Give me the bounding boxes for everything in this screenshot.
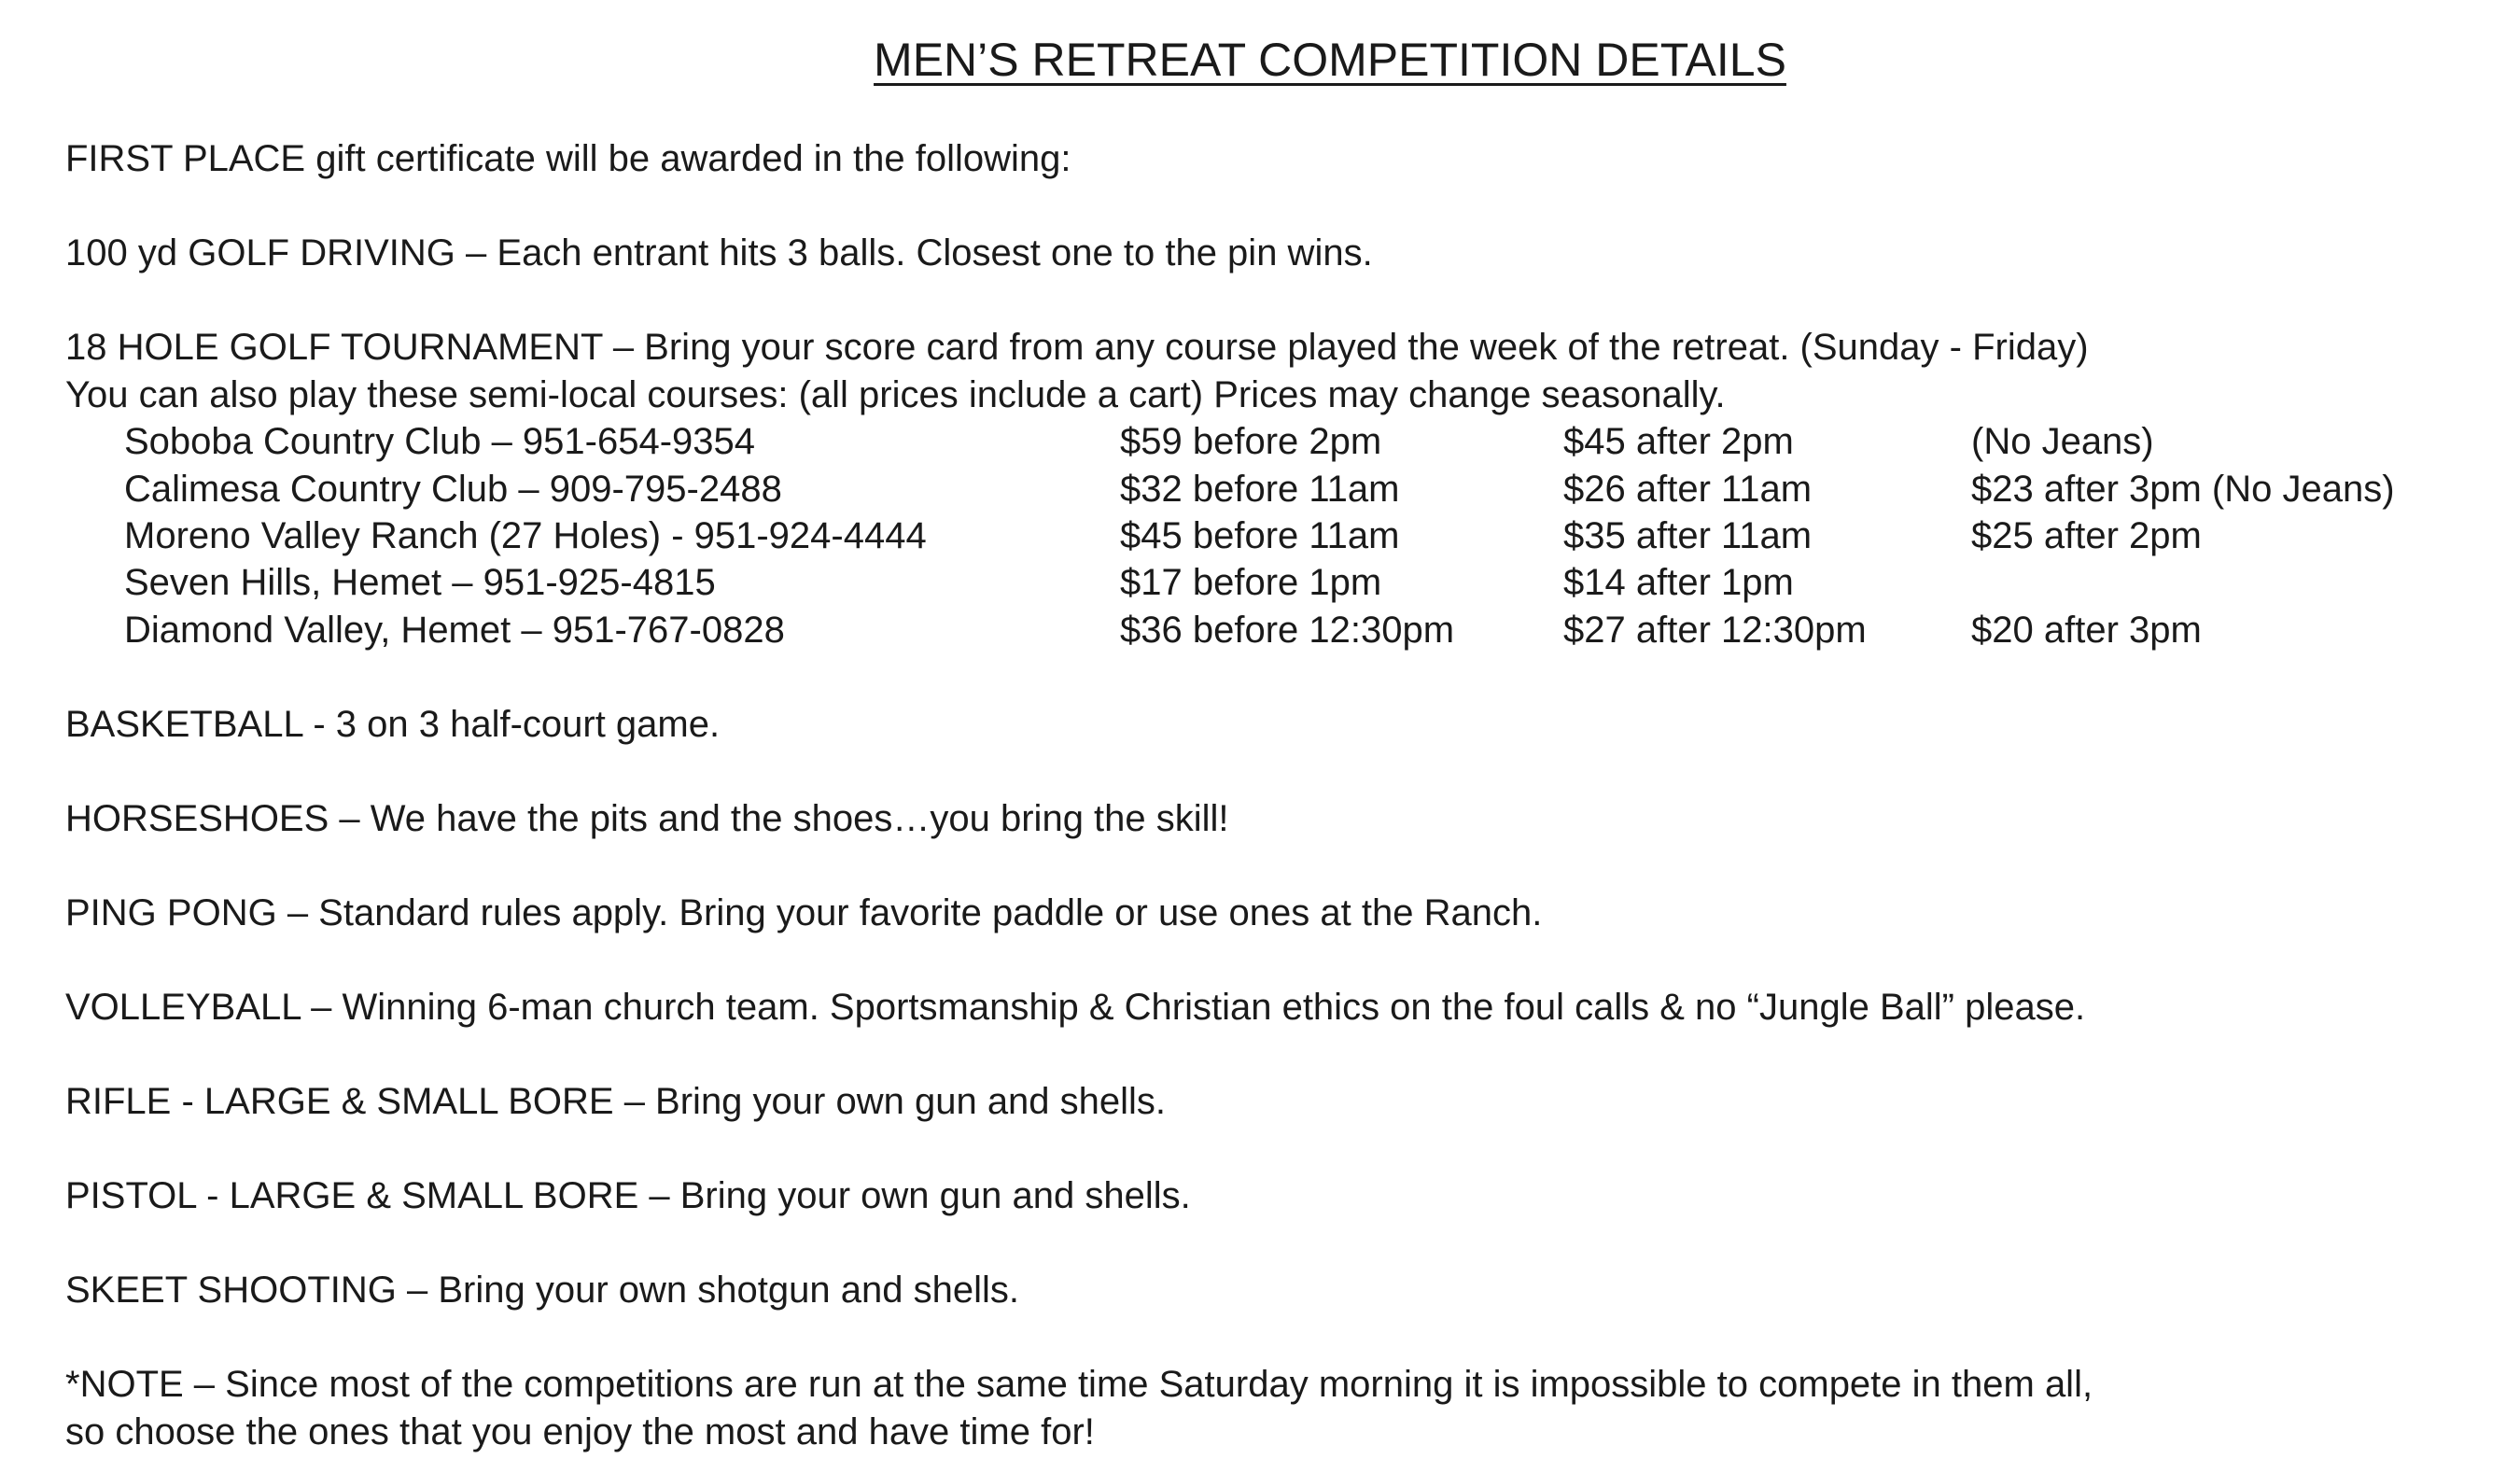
basketball-line: BASKETBALL - 3 on 3 half-court game. (65, 704, 721, 745)
course-name: Calimesa Country Club – 909-795-2488 (124, 469, 782, 510)
course-price-early: $45 before 11am (1120, 515, 1400, 556)
volleyball-line: VOLLEYBALL – Winning 6-man church team. Sportsmanship & Christian ethics on the foul calls & no “Jungle Ball” please. (65, 987, 2086, 1028)
course-price-early: $32 before 11am (1120, 469, 1400, 510)
course-row (0, 512, 2520, 559)
page-title: MEN’S RETREAT COMPETITION DETAILS (874, 34, 1786, 86)
golf-driving-line: 100 yd GOLF DRIVING – Each entrant hits 3 balls. Closest one to the pin wins. (65, 232, 1373, 274)
course-price-early: $59 before 2pm (1120, 421, 1382, 462)
horseshoes-line: HORSESHOES – We have the pits and the shoes…you bring the skill! (65, 798, 1229, 839)
rifle-line: RIFLE - LARGE & SMALL BORE – Bring your own gun and shells. (65, 1081, 1167, 1122)
ping-pong-line: PING PONG – Standard rules apply. Bring your favorite paddle or use ones at the Ranch. (65, 892, 1543, 933)
course-price-early: $17 before 1pm (1120, 562, 1382, 603)
course-price-early: $36 before 12:30pm (1120, 610, 1455, 651)
course-price-extra: (No Jeans) (1971, 421, 2154, 462)
course-price-late: $14 after 1pm (1563, 562, 1794, 603)
course-row (0, 418, 2520, 465)
course-price-late: $45 after 2pm (1563, 421, 1794, 462)
course-price-extra: $20 after 3pm (1971, 610, 2202, 651)
course-price-late: $26 after 11am (1563, 469, 1813, 510)
course-row (0, 466, 2520, 512)
course-name: Moreno Valley Ranch (27 Holes) - 951-924-4444 (124, 515, 927, 556)
intro-line: FIRST PLACE gift certificate will be awarded in the following: (65, 138, 1071, 179)
note-line-continued: so choose the ones that you enjoy the most and have time for! (65, 1411, 1095, 1452)
note-line: *NOTE – Since most of the competitions are run at the same time Saturday morning it is impossible to compete in them all, (65, 1364, 2093, 1405)
skeet-line: SKEET SHOOTING – Bring your own shotgun and shells. (65, 1270, 1019, 1311)
golf-tournament-line: 18 HOLE GOLF TOURNAMENT – Bring your score card from any course played the week of the retreat. (Sunday - Friday) (65, 327, 2089, 368)
course-row (0, 607, 2520, 653)
course-row (0, 559, 2520, 606)
course-name: Diamond Valley, Hemet – 951-767-0828 (124, 610, 785, 651)
course-price-extra: $25 after 2pm (1971, 515, 2202, 556)
pistol-line: PISTOL - LARGE & SMALL BORE – Bring your own gun and shells. (65, 1175, 1191, 1216)
course-name: Soboba Country Club – 951-654-9354 (124, 421, 756, 462)
course-price-late: $35 after 11am (1563, 515, 1813, 556)
course-name: Seven Hills, Hemet – 951-925-4815 (124, 562, 716, 603)
course-price-late: $27 after 12:30pm (1563, 610, 1867, 651)
golf-courses-intro-line: You can also play these semi-local courses: (all prices include a cart) Prices may change seasonally. (65, 374, 1726, 415)
course-price-extra: $23 after 3pm (No Jeans) (1971, 469, 2395, 510)
